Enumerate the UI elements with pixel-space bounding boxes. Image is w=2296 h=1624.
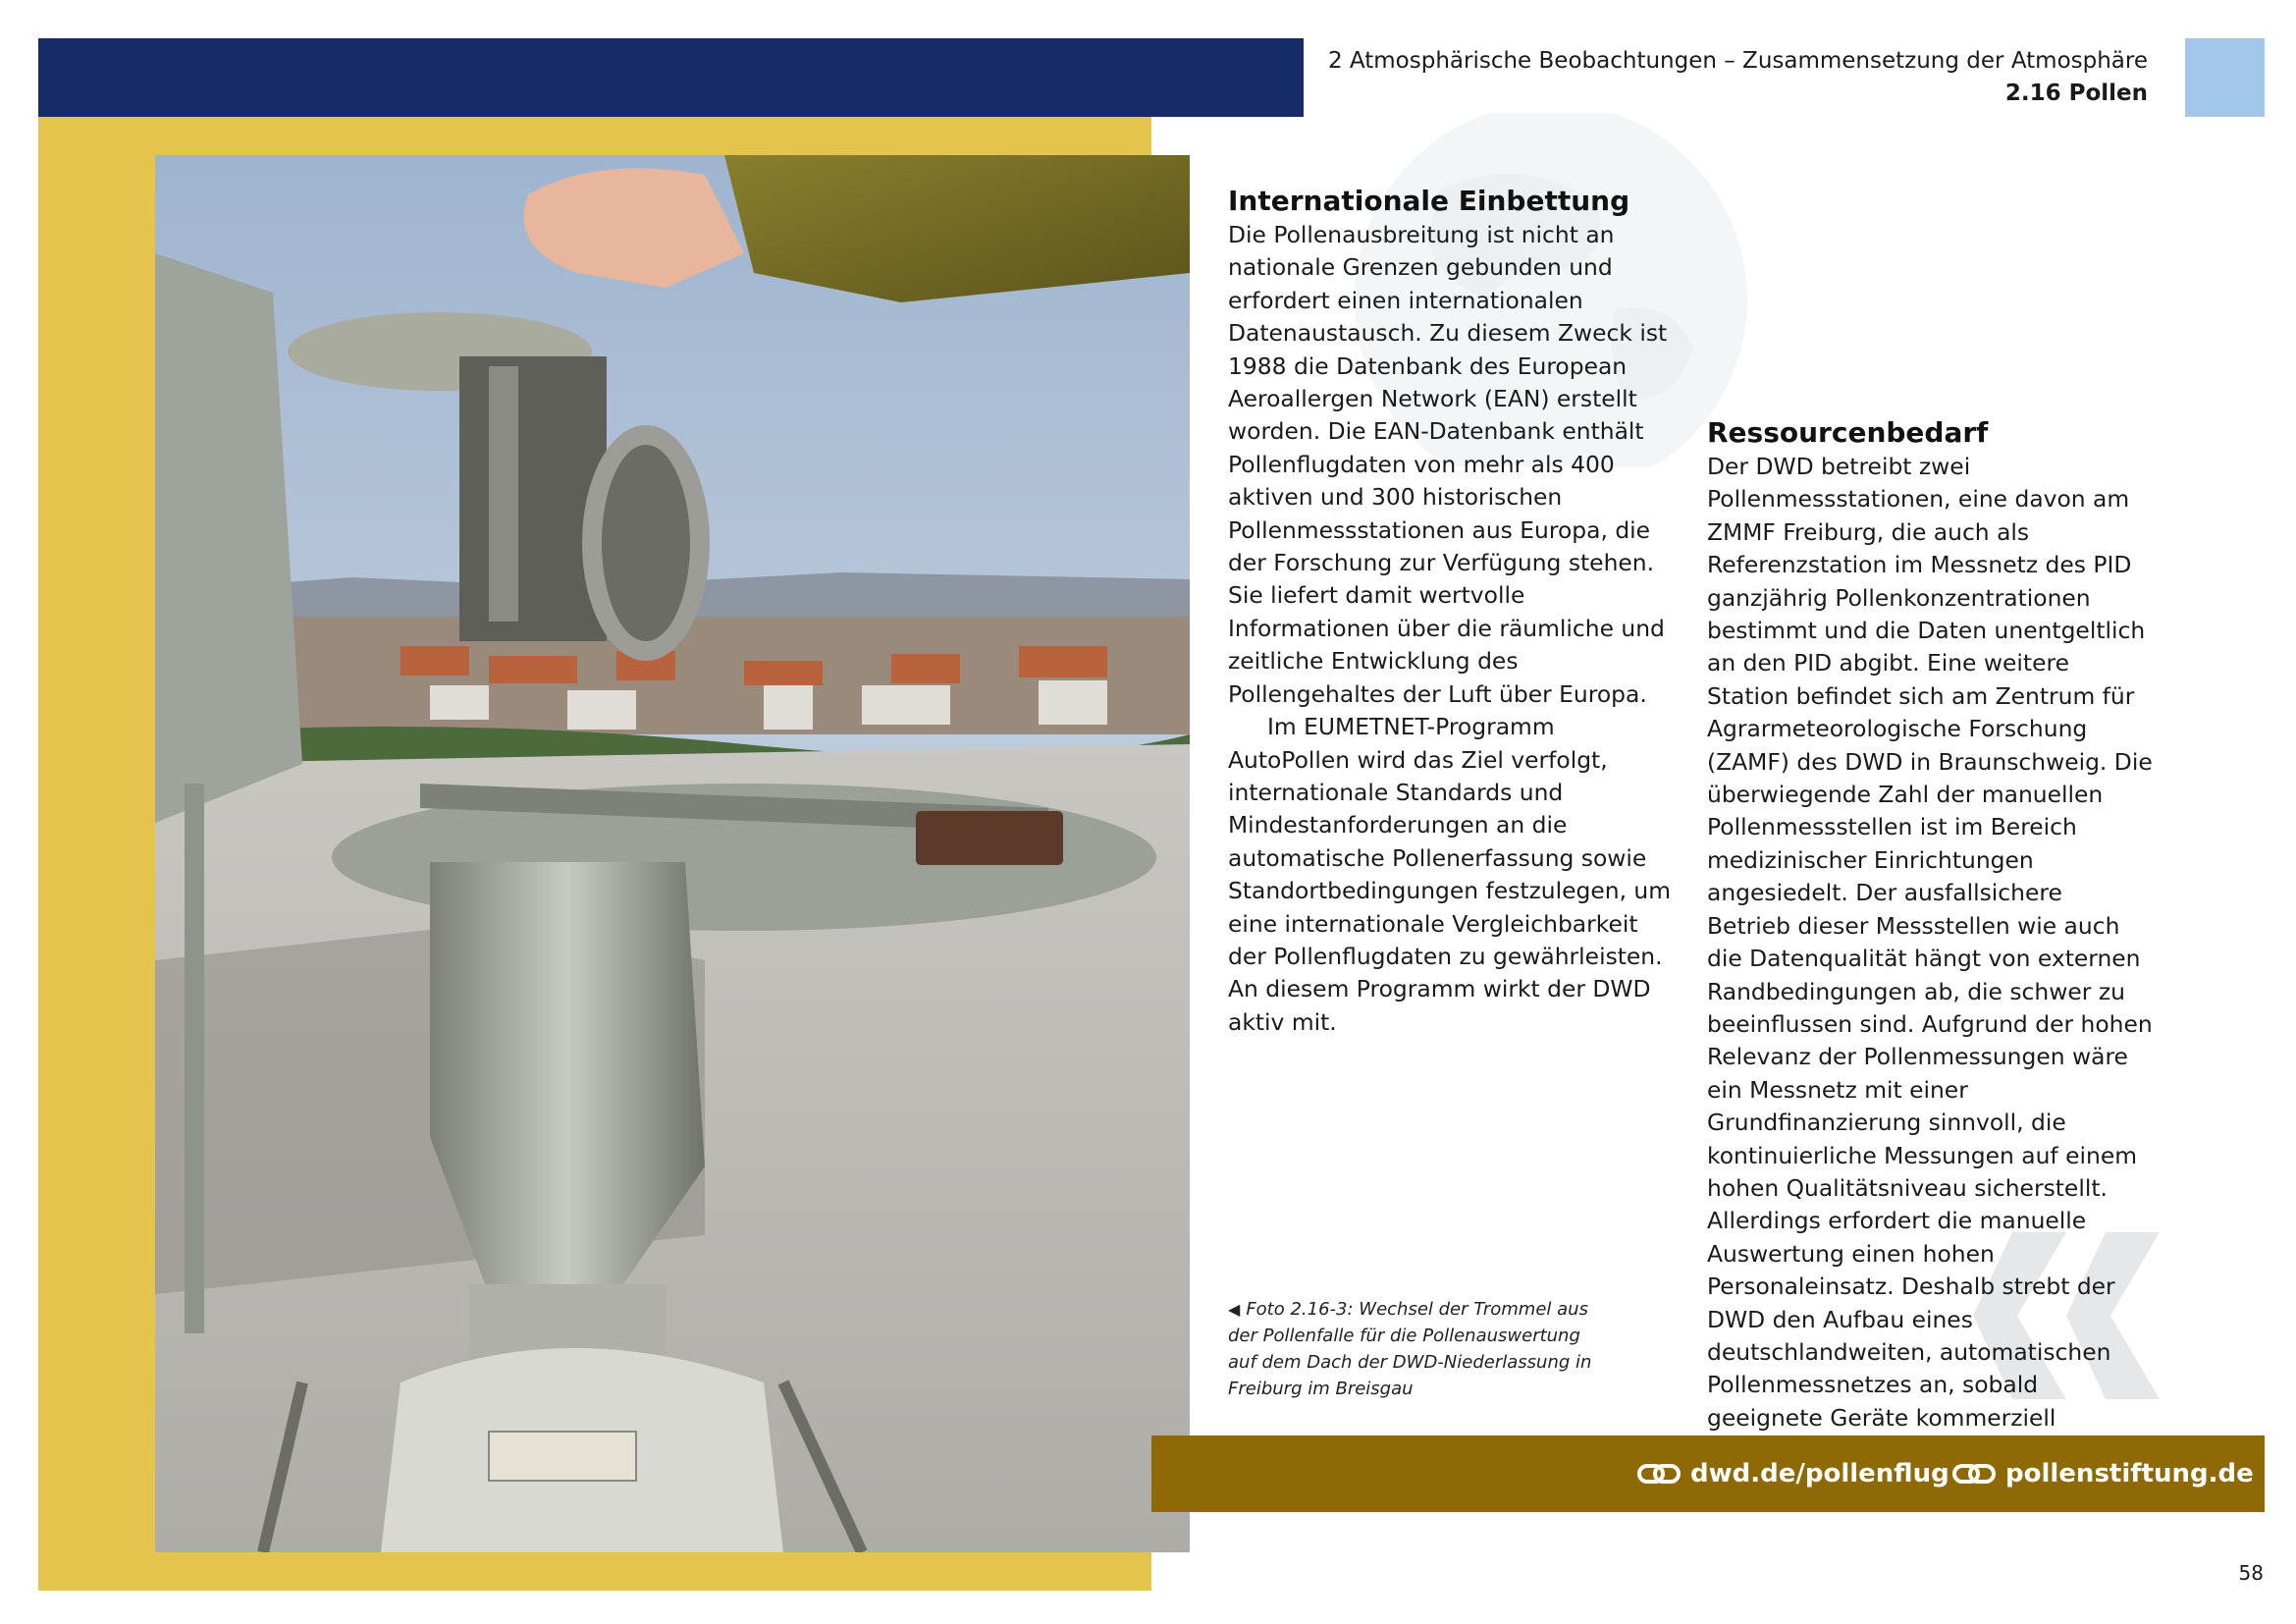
photo-caption <box>1228 1296 1601 1402</box>
section-title: 2.16 Pollen <box>2004 81 2148 106</box>
chapter-title: 2 Atmosphärische Beobachtungen – Zusammensetzung der Atmosphäre <box>1327 48 2148 74</box>
paragraph-ressourcen: Der DWD betreibt zwei Pollenmessstationen, eine davon am ZMMF Freiburg, die auch als Referenzstation im Messnetz des PID ganzjährig Pollenkonzentrationen bestimmt und die Daten unentgeltlich an den PID abgibt. Eine weitere Station befindet sich am Zentrum für Agrarmeteorologische Forschung (ZAMF) des DWD in Braunschweig. Die überwiegende Zahl der manuellen Pollenmessstellen ist im Bereich medizinischer Einrichtungen angesiedelt. Der ausfallsichere Betrieb dieser Messstellen wie auch die Datenqualität hängt von externen Randbedingungen ab, die schwer zu beeinflussen sind. Aufgrund der hohen Relevanz der Pollenmessungen wäre ein Messnetz mit einer Grundfinanzierung sinnvoll, die kontinuierliche Messungen auf einem hohen Qualitätsniveau sicherstellt. Allerdings erfordert die manuelle Auswertung einen hohen Personaleinsatz. Deshalb strebt der DWD den Aufbau eines deutschlandweiten, automatischen Pollenmessnetzes an, sobald geeignete Geräte kommerziell <box>1707 453 2153 1432</box>
heading-ressourcen: Ressourcenbedarf <box>1707 416 1989 449</box>
caption-arrow-icon: ◀ <box>1228 1300 1241 1319</box>
page-header <box>1328 45 2148 110</box>
header-blue-square <box>2185 38 2265 117</box>
link-bar <box>1151 1435 2265 1512</box>
link-icon <box>1637 1463 1681 1485</box>
link-icon <box>1952 1463 1996 1485</box>
link-dwd-pollenflug[interactable] <box>1637 1435 1949 1512</box>
caption-text: Foto 2.16-3: Wechsel der Trommel aus der Pollenfalle für die Pollenauswertung auf dem Dach der DWD-Niederlassung in Freiburg im Breisgau <box>1228 1299 1592 1399</box>
header-navy-bar <box>38 38 1304 117</box>
paragraph-internationale-1: Die Pollenausbreitung ist nicht an nationale Grenzen gebunden und erfordert einen internationalen Datenaustausch. Zu diesem Zweck ist 1988 die Datenbank des European Aeroallergen Network (EAN) erstellt worden. Die EAN-Datenbank enthält Pollenflugdaten von mehr als 400 aktiven und 300 historischen Pollenmessstationen aus Europa, die der Forschung zur Verfügung stehen. Sie liefert damit wertvolle Informationen über die räumliche und zeitliche Entwicklung des Pollengehaltes der Luft über Europa. <box>1228 221 1668 708</box>
link-pollenstiftung[interactable] <box>1952 1435 2254 1512</box>
column-internationale <box>1228 184 1674 1039</box>
pollen-trap-photo <box>155 155 1190 1552</box>
paragraph-internationale-2: Im EUMETNET-Programm AutoPollen wird das Ziel verfolgt, internationale Standards und Mindestanforderungen an die automatische Pollenerfassung sowie Standortbedingungen festzulegen, um eine internationale Vergleichbarkeit der Pollenflugdaten zu gewährleisten. An diesem Programm wirkt der DWD aktiv mit. <box>1228 713 1672 1036</box>
column-ressourcen <box>1707 415 2153 1468</box>
link-label: pollenstiftung.de <box>2005 1459 2254 1489</box>
link-label: dwd.de/pollenflug <box>1690 1459 1949 1489</box>
page-number: 58 <box>2238 1561 2264 1585</box>
heading-internationale: Internationale Einbettung <box>1228 185 1630 217</box>
